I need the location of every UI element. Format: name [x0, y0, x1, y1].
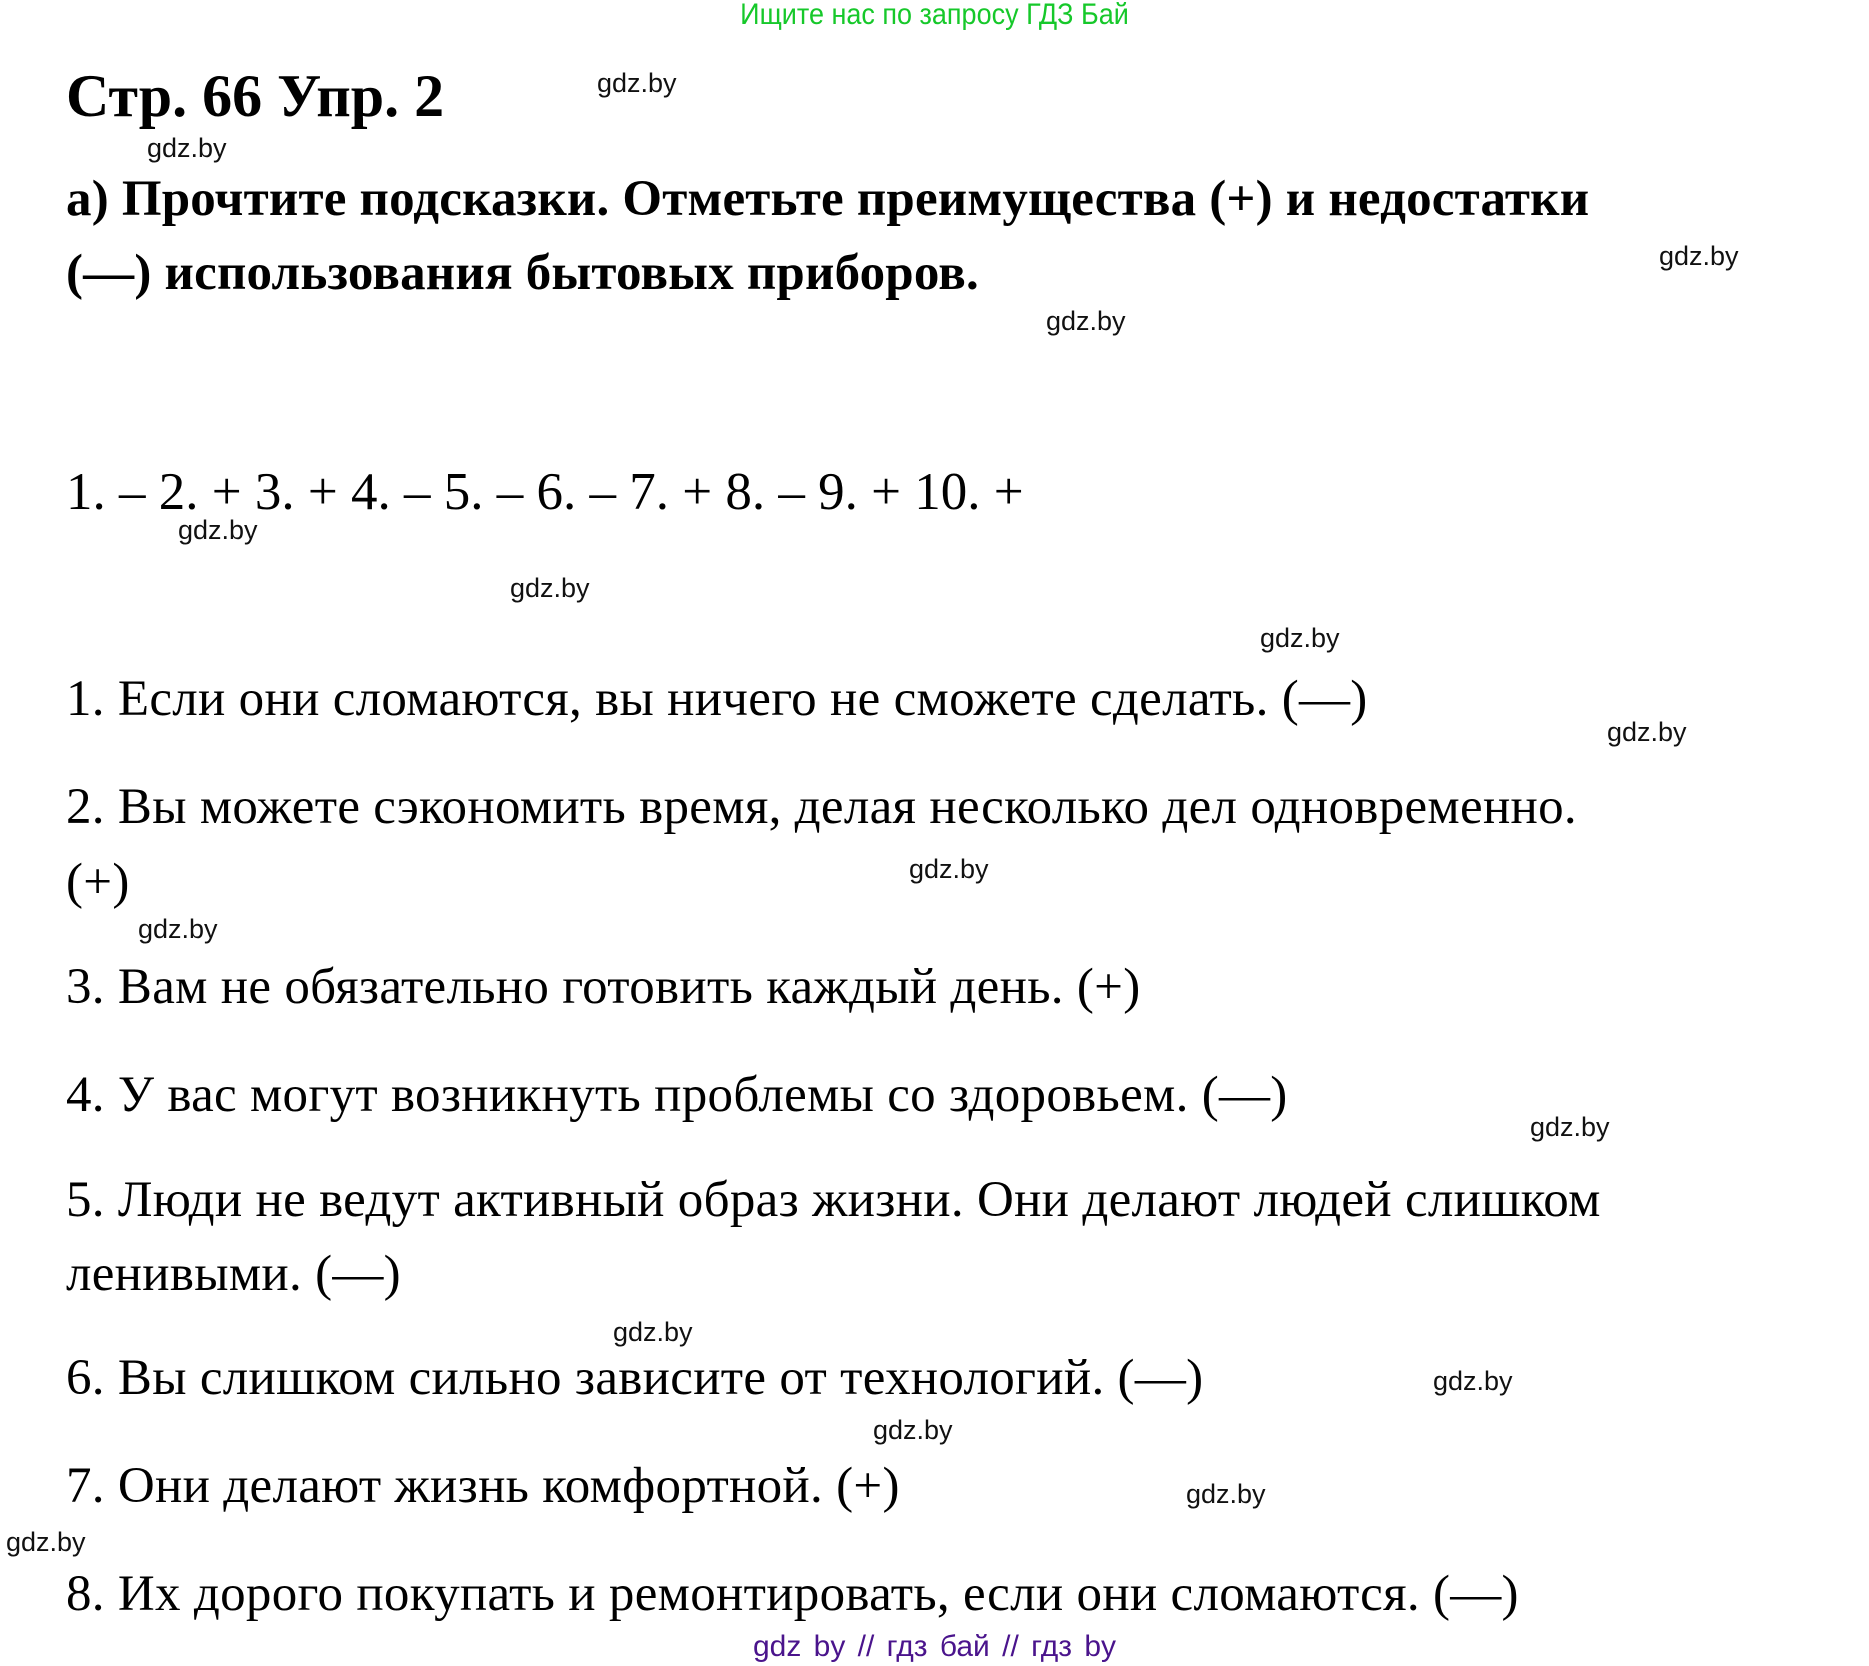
watermark: gdz.by	[1607, 717, 1687, 747]
list-item-7: 7. Они делают жизнь комфортной. (+)	[66, 1458, 900, 1514]
watermark: gdz.by	[1046, 306, 1126, 336]
search-banner: Ищите нас по запросу ГДЗ Бай	[740, 0, 1129, 31]
watermark: gdz.by	[613, 1317, 693, 1347]
watermark: gdz.by	[1659, 241, 1739, 271]
watermark: gdz.by	[138, 914, 218, 944]
list-item-3: 3. Вам не обязательно готовить каждый день. (+)	[66, 959, 1141, 1015]
page-title: Стр. 66 Упр. 2	[66, 63, 445, 129]
task-instruction-line-1: а) Прочтите подсказки. Отметьте преимущества (+) и недостатки	[66, 171, 1590, 227]
watermark: gdz.by	[1260, 623, 1340, 653]
watermark: gdz.by	[1530, 1112, 1610, 1142]
list-item-6: 6. Вы слишком сильно зависите от технологий. (—)	[66, 1350, 1204, 1406]
watermark: gdz.by	[178, 515, 258, 545]
list-item-1: 1. Если они сломаются, вы ничего не сможете сделать. (—)	[66, 671, 1368, 727]
list-item-5: 5. Люди не ведут активный образ жизни. Они делают людей слишком	[66, 1172, 1601, 1228]
watermark: gdz.by	[1433, 1366, 1513, 1396]
list-item-4: 4. У вас могут возникнуть проблемы со здоровьем. (—)	[66, 1067, 1288, 1123]
list-item-5-continuation: ленивыми. (—)	[66, 1246, 401, 1302]
task-instruction-line-2: (—) использования бытовых приборов.	[66, 245, 979, 301]
list-item-2: 2. Вы можете сэкономить время, делая несколько дел одновременно.	[66, 779, 1577, 835]
watermark: gdz.by	[1186, 1479, 1266, 1509]
footer-brand: gdz by // гдз бай // гдз by	[752, 1630, 1117, 1663]
list-item-8: 8. Их дорого покупать и ремонтировать, если они сломаются. (—)	[66, 1566, 1519, 1622]
watermark: gdz.by	[510, 573, 590, 603]
watermark: gdz.by	[909, 854, 989, 884]
answer-summary: 1. – 2. + 3. + 4. – 5. – 6. – 7. + 8. – 9. + 10. +	[66, 463, 1024, 521]
list-item-2-continuation: (+)	[66, 854, 130, 910]
watermark: gdz.by	[597, 68, 677, 98]
watermark: gdz.by	[147, 133, 227, 163]
watermark: gdz.by	[873, 1415, 953, 1445]
watermark: gdz.by	[6, 1527, 86, 1557]
